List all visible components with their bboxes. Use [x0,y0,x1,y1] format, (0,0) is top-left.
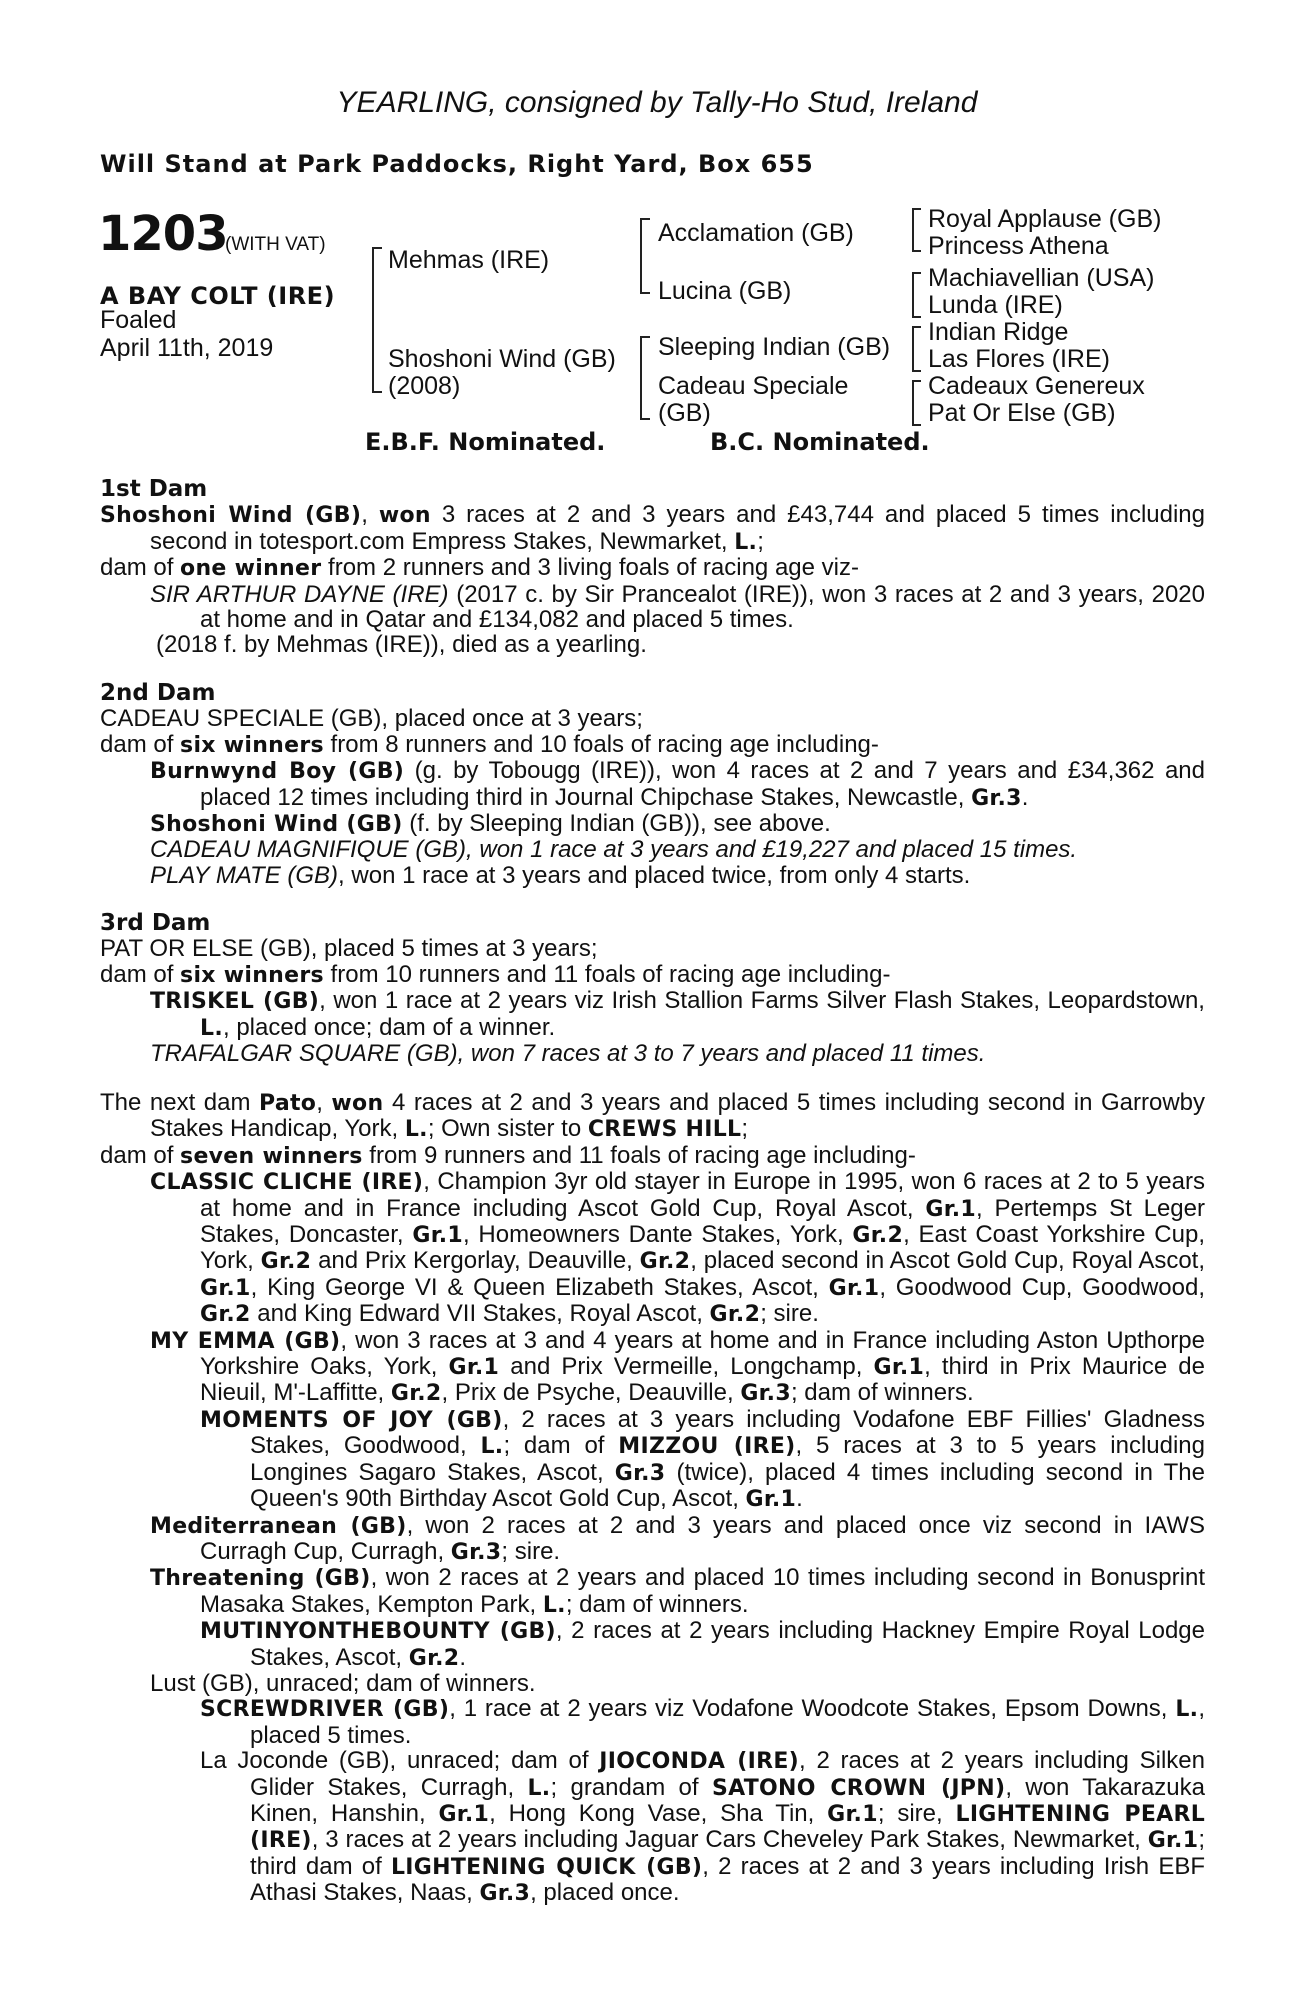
produce-summary: dam of six winners from 10 runners and 11 foals of racing age including- [100,960,891,988]
dam-record: CADEAU SPECIALE (GB), placed once at 3 years; [100,705,643,733]
produce-entry: Mediterranean (GB), won 2 races at 2 and 3 years and placed once viz second in IAWS Curragh Cup, Curragh, Gr.3; sire. [150,1511,1205,1565]
pedigree-brace [912,326,921,372]
horse-name: MY EMMA (GB) [150,1328,341,1354]
pedigree-brace [372,247,382,393]
produce-summary: dam of six winners from 8 runners and 10 foals of racing age including- [100,730,879,758]
foaled-date: April 11th, 2019 [100,334,274,362]
horse-name: SCREWDRIVER (GB) [200,1697,450,1723]
pedigree-sdd: Lunda (IRE) [928,291,1063,319]
won-label: won [378,503,431,529]
horse-name: Mediterranean (GB) [150,1513,407,1539]
pedigree-brace [912,272,921,318]
produce-summary: dam of seven winners from 9 runners and 11 foals of racing age including- [100,1141,916,1169]
foaled-label: Foaled [100,306,177,334]
section-heading: 1st Dam [100,476,208,502]
produce-entry: CADEAU MAGNIFIQUE (GB), won 1 race at 3 years and £19,227 and placed 15 times. [150,836,1078,864]
horse-name: PLAY MATE (GB) [150,861,339,889]
vat-note: (WITH VAT) [225,234,326,255]
next-dam-section [100,1090,1205,1907]
horse-name: JIOCONDA (IRE) [599,1749,800,1775]
horse-name: Pato [258,1091,317,1116]
stand-location: Will Stand at Park Paddocks, Right Yard, Box 655 [100,150,814,178]
pedigree-dam-sire: Sleeping Indian (GB) [658,333,891,361]
pedigree-brace [640,218,650,294]
produce-entry: Threatening (GB), won 2 races at 2 years and placed 10 times including second in Bonusprint Masaka Stakes, Kempton Park, L.; dam of winners. [150,1564,1205,1618]
produce-entry: MUTINYONTHEBOUNTY (GB), 2 races at 2 years including Hackney Empire Royal Lodge Stakes, Ascot, Gr.2. [200,1617,1205,1671]
produce-entry: SIR ARTHUR DAYNE (IRE) (2017 c. by Sir Prancealot (IRE)), won 3 races at 2 and 3 years, 2020 at home and in Qatar and £134,082 and placed 5 times. [150,580,1206,634]
pedigree-dam: Shoshoni Wind (GB) [388,345,616,373]
section-heading: 2nd Dam [100,680,216,706]
lot-number: 1203 [98,206,228,262]
dam-record: Shoshoni Wind (GB), won 3 races at 2 and 3 years and £43,744 and placed 5 times including second in totesport.com Empress Stakes, Newmarket, L.; [100,501,1205,555]
dam-record: PAT OR ELSE (GB), placed 5 times at 3 years; [100,935,598,963]
horse-name: Threatening (GB) [150,1566,371,1592]
pedigree-sds: Machiavellian (USA) [928,264,1155,292]
produce-entry: La Joconde (GB), unraced; dam of JIOCONDA (IRE), 2 races at 2 years including Silken Glider Stakes, Curragh, L.; grandam of SATONO CROWN (JPN), won Takarazuka Kinen, Hanshin, Gr.1, Hong Kong Vase, Sha Tin, Gr.1; sire, LIGHTENING PEARL (IRE), 3 races at 2 years including Jaguar Cars Cheveley Park Stakes, Newmarket, Gr.1; third dam of LIGHTENING QUICK (GB), 2 races at 2 and 3 years including Irish EBF Athasi Stakes, Naas, Gr.3, placed once. [200,1747,1206,1907]
section-heading: 3rd Dam [100,910,211,936]
produce-entry: TRISKEL (GB), won 1 race at 2 years viz Irish Stallion Farms Silver Flash Stakes, Leopardstown, L., placed once; dam of a winner. [150,987,1205,1041]
horse-name: LIGHTENING QUICK (GB) [390,1854,703,1880]
produce-entry: SCREWDRIVER (GB), 1 race at 2 years viz Vodafone Woodcote Stakes, Epsom Downs, L., placed 5 times. [200,1695,1205,1749]
horse-name: MUTINYONTHEBOUNTY (GB) [200,1619,556,1645]
pedigree-dam-dam: Cadeau Speciale [658,372,849,400]
dam-record: The next dam Pato, won 4 races at 2 and 3 years and placed 5 times including second in Garrowby Stakes Handicap, York, L.; Own sister to CREWS HILL; [100,1089,1206,1143]
horse-name: CADEAU MAGNIFIQUE (GB) [150,836,467,864]
pedigree-dss: Indian Ridge [928,318,1069,346]
produce-entry: (2018 f. by Mehmas (IRE)), died as a yearling. [156,631,647,659]
pedigree-sire-dam: Lucina (GB) [658,277,792,305]
pedigree-dsd: Las Flores (IRE) [928,345,1110,373]
pedigree-dam-year: (2008) [388,372,461,400]
produce-entry: MY EMMA (GB), won 3 races at 3 and 4 years at home and in France including Aston Upthorpe Yorkshire Oaks, York, Gr.1 and Prix Vermeille, Longchamp, Gr.1, third in Prix Maurice de Nieuil, M'-Laffitte, Gr.2, Prix de Psyche, Deauville, Gr.3; dam of winners. [150,1326,1205,1407]
horse-name: TRISKEL (GB) [150,989,320,1015]
produce-entry: PLAY MATE (GB), won 1 race at 3 years and placed twice, from only 4 starts. [150,861,971,889]
produce-summary: dam of one winner from 2 runners and 3 living foals of racing age viz- [100,554,859,582]
first-dam-section [100,477,1205,658]
pedigree-brace [912,208,921,252]
pedigree-ddd: Pat Or Else (GB) [928,399,1116,427]
pedigree-sire: Mehmas (IRE) [388,246,550,274]
pedigree-dam-dam-country: (GB) [658,399,711,427]
horse-name: TRAFALGAR SQUARE (GB) [150,1040,458,1068]
horse-name: CREWS HILL [587,1117,742,1143]
page-title: YEARLING, consigned by Tally-Ho Stud, Ireland [336,86,978,119]
horse-name: SATONO CROWN (JPN) [711,1775,1006,1801]
produce-entry: Lust (GB), unraced; dam of winners. [150,1669,536,1697]
horse-name: LIGHTENING PEARL (IRE) [250,1801,1206,1854]
horse-name: CLASSIC CLICHE (IRE) [150,1170,424,1196]
horse-name: Shoshoni Wind (GB) [150,812,403,838]
produce-entry: MOMENTS OF JOY (GB), 2 races at 3 years including Vodafone EBF Fillies' Gladness Stakes, Goodwood, L.; dam of MIZZOU (IRE), 5 races at 3 to 5 years including Longines Sagaro Stakes, Ascot, Gr.3 (twice), placed 4 times including second in The Queen's 90th Birthday Ascot Gold Cup, Ascot, Gr.1. [200,1405,1206,1513]
second-dam-section [100,681,1205,888]
pedigree-brace [912,380,921,426]
lot-description: A BAY COLT (IRE) [100,282,336,310]
horse-name: Burnwynd Boy (GB) [150,759,405,785]
bc-nomination: B.C. Nominated. [710,428,930,456]
horse-name: SIR ARTHUR DAYNE (IRE) [150,580,449,608]
ebf-nomination: E.B.F. Nominated. [365,428,606,456]
horse-name: Shoshoni Wind (GB) [100,503,362,529]
produce-entry: CLASSIC CLICHE (IRE), Champion 3yr old stayer in Europe in 1995, won 6 races at 2 to 5 years at home and in France including Ascot Gold Cup, Royal Ascot, Gr.1, Pertemps St Leger Stakes, Doncaster, Gr.1, Homeowners Dante Stakes, York, Gr.2, East Coast Yorkshire Cup, York, Gr.2 and Prix Kergorlay, Deauville, Gr.2, placed second in Ascot Gold Cup, Royal Ascot, Gr.1, King George VI & Queen Elizabeth Stakes, Ascot, Gr.1, Goodwood Cup, Goodwood, Gr.2 and King Edward VII Stakes, Royal Ascot, Gr.2; sire. [150,1168,1206,1328]
horse-name: MOMENTS OF JOY (GB) [200,1407,503,1433]
horse-name: MIZZOU (IRE) [618,1434,796,1460]
produce-entry: Shoshoni Wind (GB) (f. by Sleeping Indian (GB)), see above. [150,810,831,838]
produce-entry: Burnwynd Boy (GB) (g. by Tobougg (IRE)), won 4 races at 2 and 7 years and £34,362 and placed 12 times including third in Journal Chipchase Stakes, Newcastle, Gr.3. [150,757,1205,811]
pedigree-dds: Cadeaux Genereux [928,372,1145,400]
pedigree-ssd: Princess Athena [928,232,1109,260]
pedigree-sire-sire: Acclamation (GB) [658,219,854,247]
pedigree-sss: Royal Applause (GB) [928,205,1162,233]
produce-entry: TRAFALGAR SQUARE (GB), won 7 races at 3 to 7 years and placed 11 times. [150,1040,986,1068]
third-dam-section [100,911,1205,1066]
pedigree-brace [640,336,650,420]
